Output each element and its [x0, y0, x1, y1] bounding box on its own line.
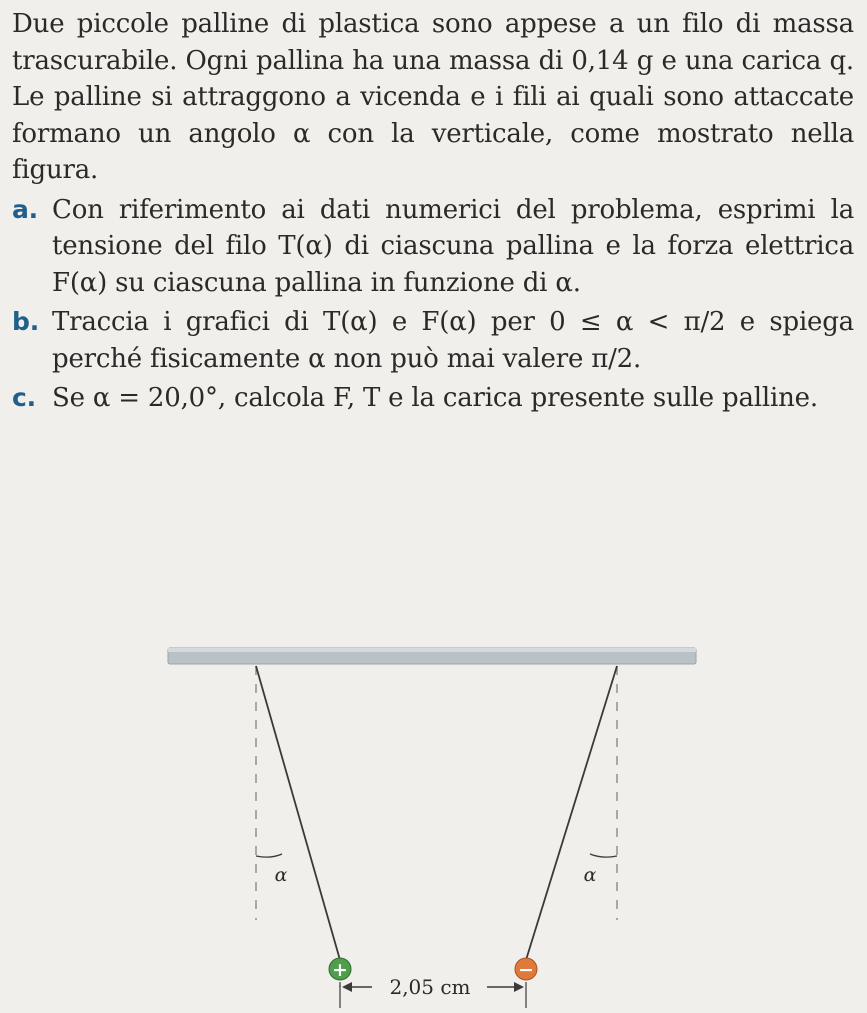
problem-text — [12, 6, 854, 417]
question-c-letter: c. — [12, 383, 36, 412]
question-a — [12, 192, 854, 302]
distance-arrow-left-head — [342, 982, 352, 992]
question-b-letter: b. — [12, 307, 39, 336]
question-b-text: Traccia i grafici di T(α) e F(α) per 0 ≤ α < π/2 e spiega perché fisicamente α non può mai valere π/2. — [52, 307, 854, 374]
pendulum-diagram — [0, 630, 867, 1013]
right-angle-label: α — [583, 864, 597, 886]
question-b — [12, 304, 854, 377]
right-string — [526, 666, 617, 960]
negative-charge-sign: − — [518, 959, 534, 981]
question-c — [12, 380, 854, 417]
distance-label: 2,05 cm — [389, 975, 471, 999]
left-string — [256, 666, 340, 960]
distance-arrow-right-head — [514, 982, 524, 992]
pendulum-figure — [0, 630, 867, 1013]
ceiling-bar-highlight — [168, 648, 696, 652]
left-angle-arc — [256, 854, 282, 857]
left-angle-label: α — [274, 864, 288, 886]
question-a-text: Con riferimento ai dati numerici del problema, esprimi la tensione del filo T(α) di ciascuna pallina e la forza elettrica F(α) su ciascuna pallina in funzione di α. — [52, 194, 854, 298]
question-a-letter: a. — [12, 194, 38, 224]
right-angle-arc — [590, 854, 617, 857]
positive-charge-sign: + — [332, 959, 348, 981]
problem-intro: Due piccole palline di plastica sono appese a un filo di massa trascurabile. Ogni pallina ha una massa di 0,14 g e una carica q. Le palline si attraggono a vicenda e i fili ai quali sono attaccate formano un angolo α con la verticale, come mostrato nella figura. — [12, 9, 854, 185]
question-c-text: Se α = 20,0°, calcola F, T e la carica presente sulle palline. — [52, 383, 818, 413]
